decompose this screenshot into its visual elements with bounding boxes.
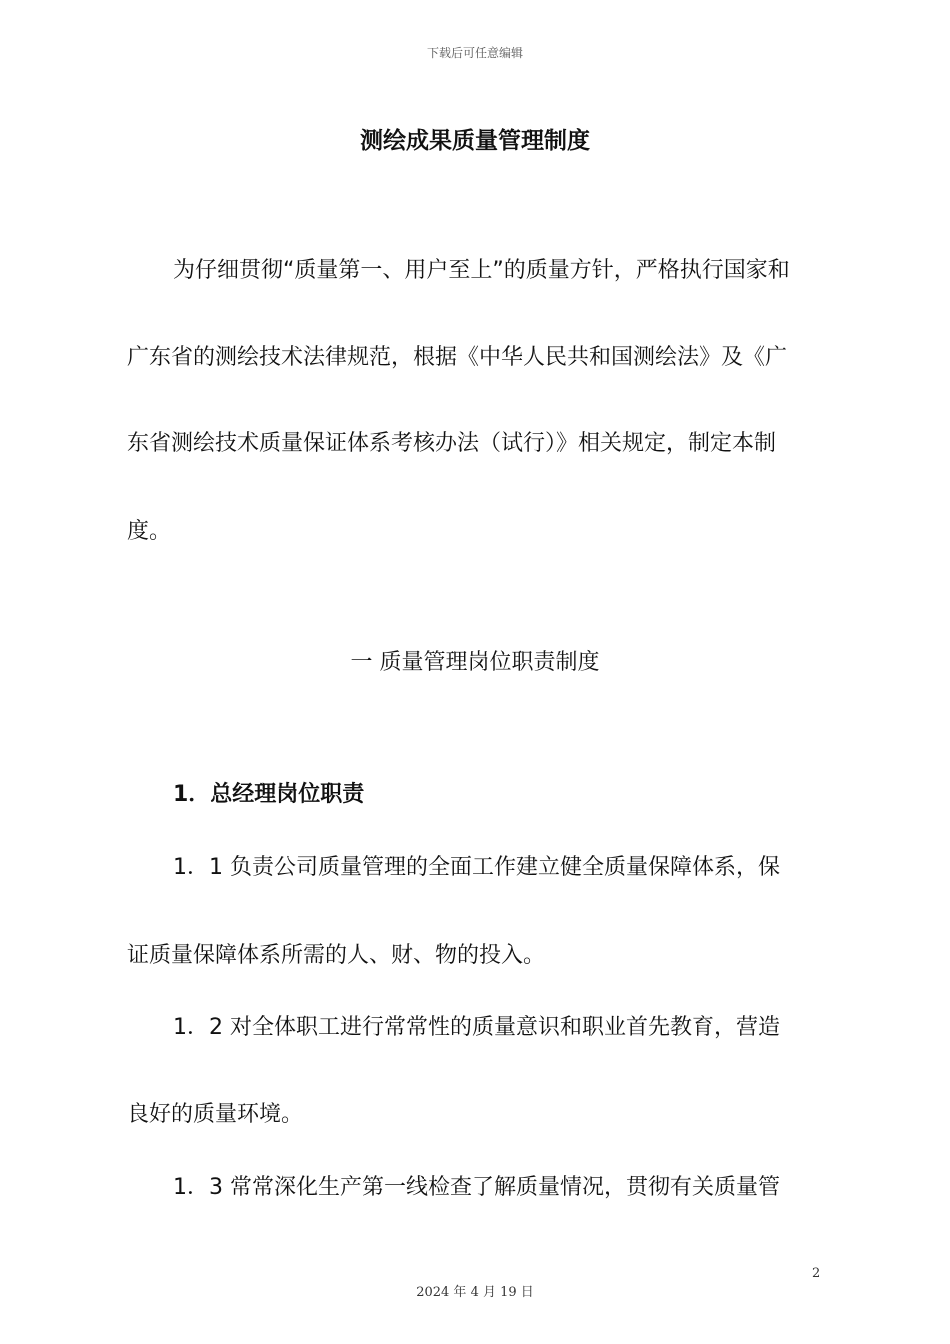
sub-heading: 1．总经理岗位职责	[173, 782, 365, 807]
clause-line: 1．3 常常深化生产第一线检查了解质量情况，贯彻有关质量管	[173, 1175, 780, 1200]
page-number: 2	[812, 1266, 821, 1281]
section-heading: 一 质量管理岗位职责制度	[350, 650, 600, 675]
intro-line: 东省测绘技术质量保证体系考核办法（试行）》相关规定，制定本制	[127, 431, 777, 456]
header-note: 下载后可任意编辑	[426, 46, 523, 60]
clause-line: 1．2 对全体职工进行常常性的质量意识和职业首先教育，营造	[173, 1015, 780, 1040]
intro-line: 为仔细贯彻“质量第一、用户至上”的质量方针，严格执行国家和	[173, 258, 790, 283]
clause-line: 证质量保障体系所需的人、财、物的投入。	[127, 943, 546, 968]
intro-line: 度。	[127, 519, 172, 544]
document-title: 测绘成果质量管理制度	[360, 128, 590, 154]
intro-line: 广东省的测绘技术法律规范，根据《中华人民共和国测绘法》及《广	[127, 345, 788, 370]
footer-date: 2024 年 4 月 19 日	[416, 1285, 534, 1300]
clause-line: 良好的质量环境。	[127, 1102, 304, 1127]
clause-line: 1．1 负责公司质量管理的全面工作建立健全质量保障体系，保	[173, 855, 780, 880]
